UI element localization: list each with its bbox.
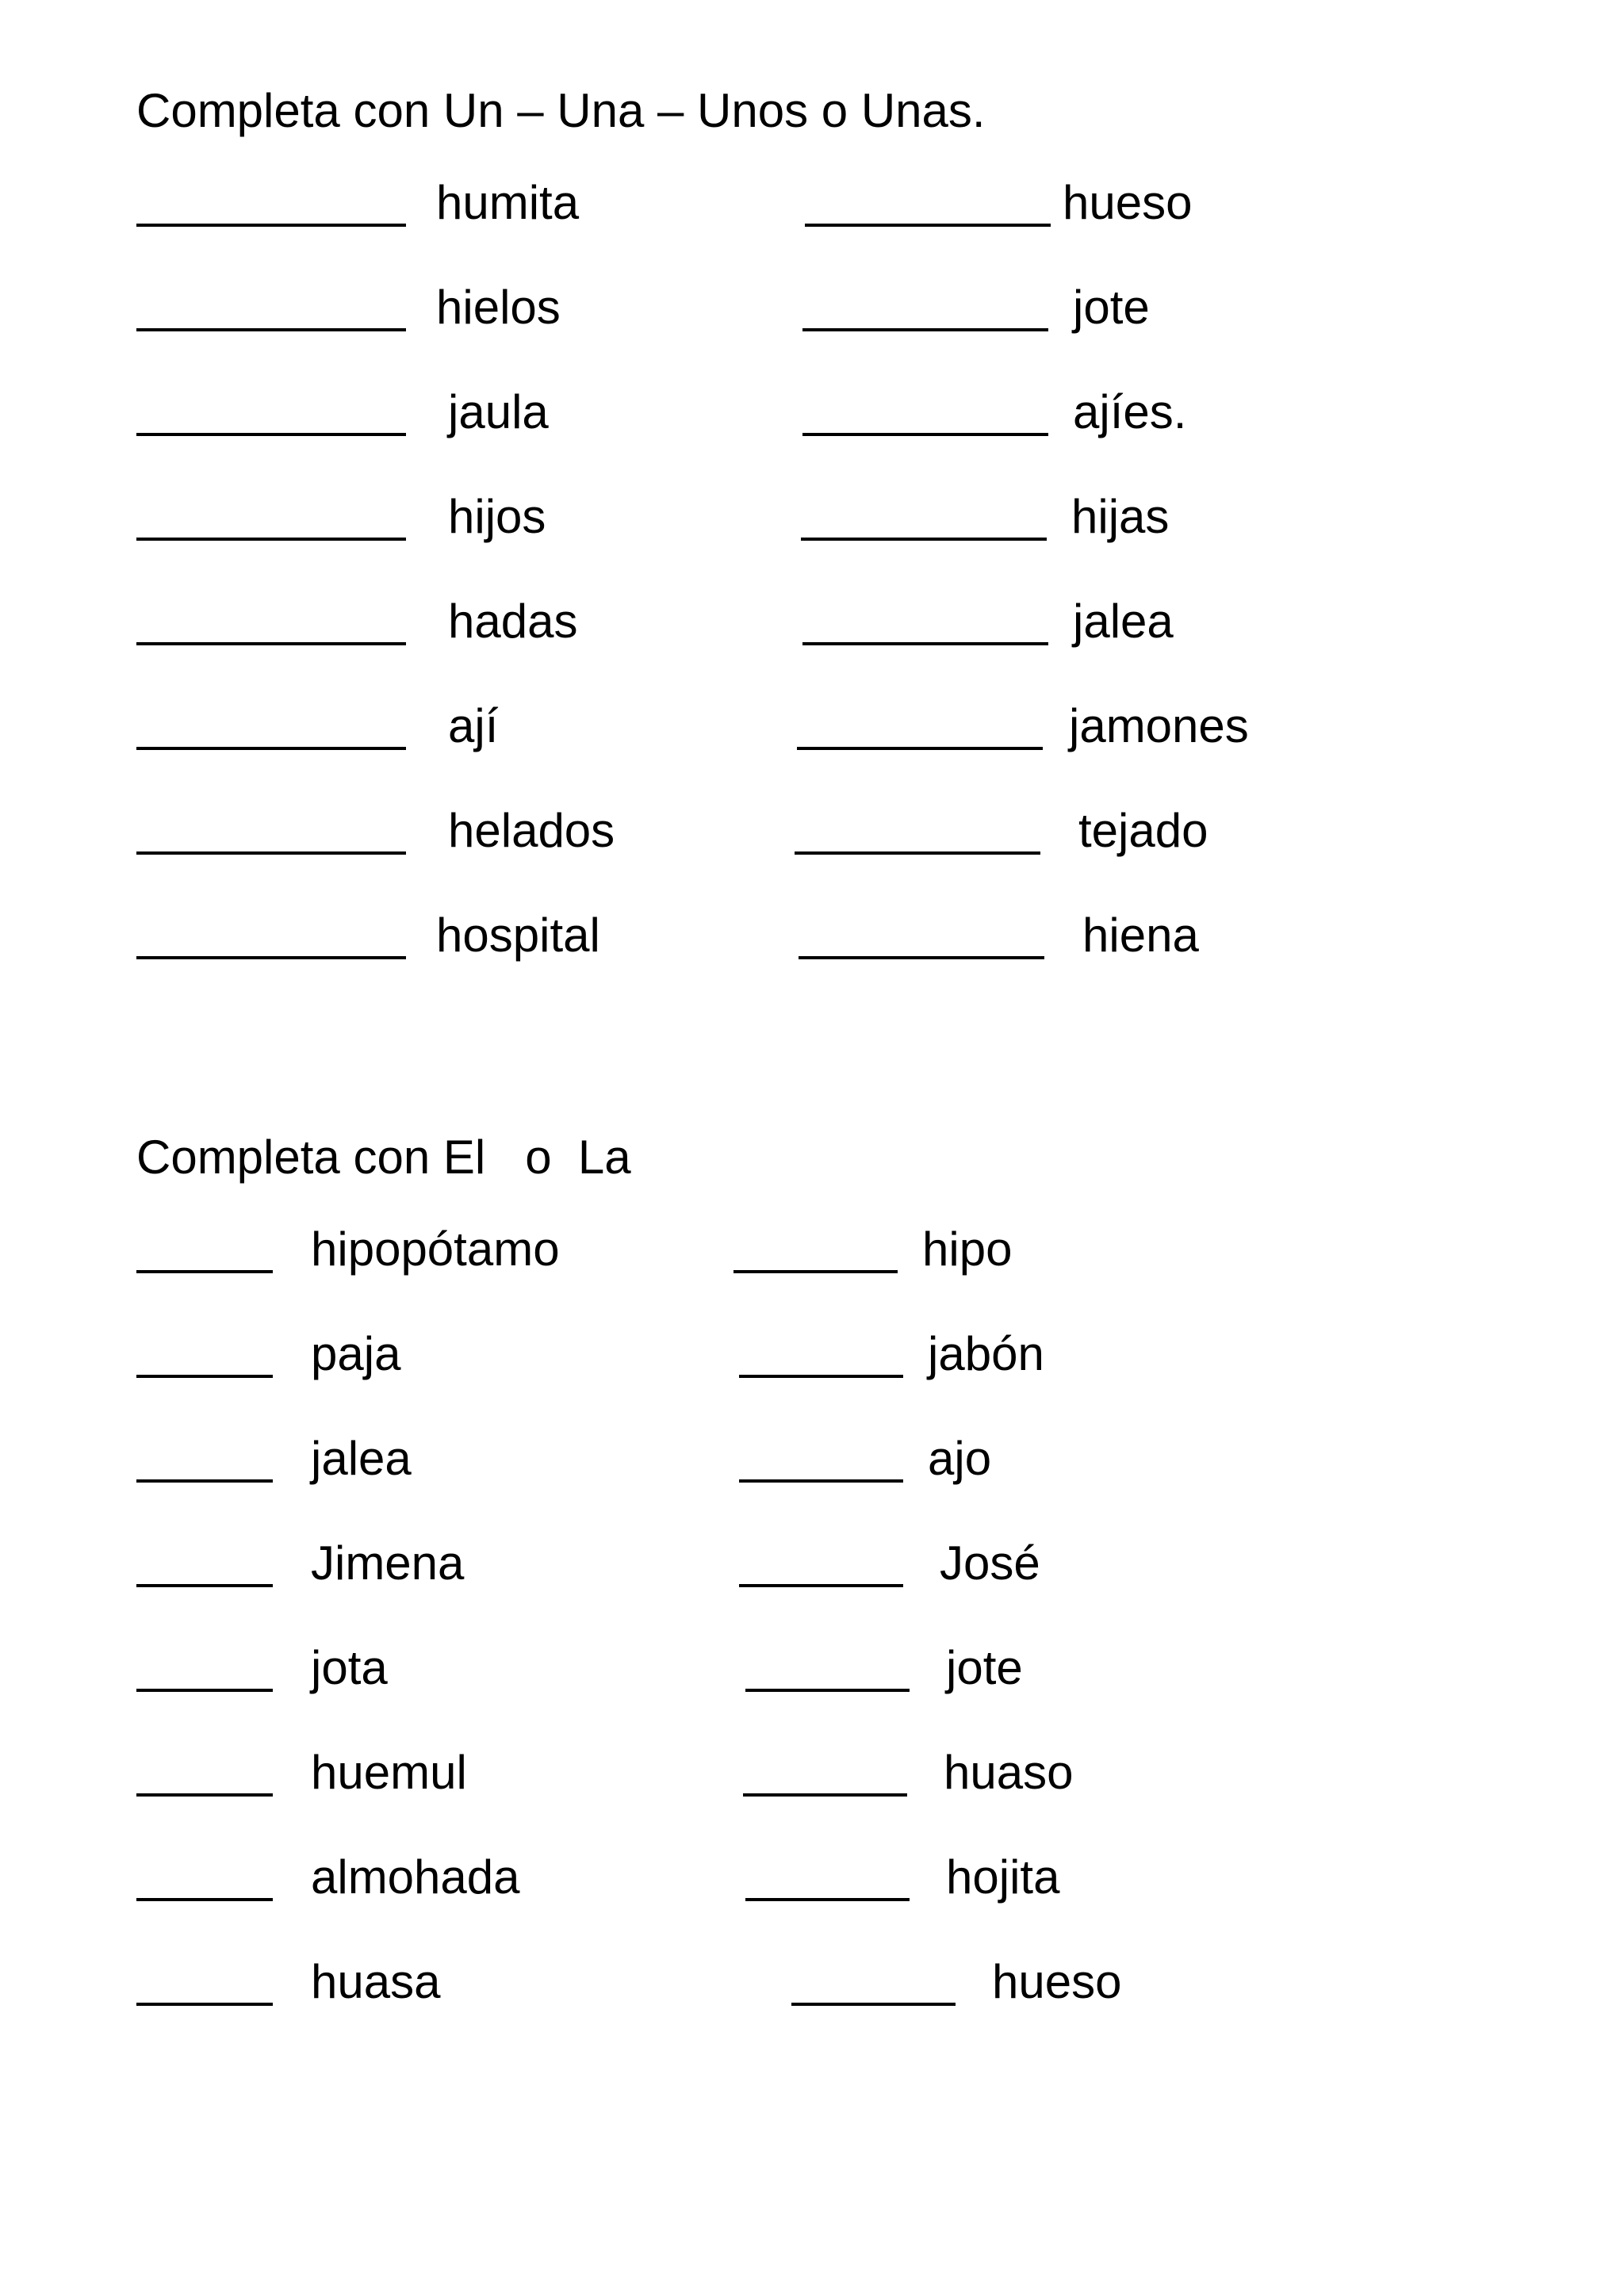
answer-blank[interactable] [136,2003,273,2006]
answer-blank[interactable] [733,1270,898,1273]
left-word: jaula [448,385,549,438]
section1-row [0,907,1624,970]
answer-blank[interactable] [136,747,406,750]
section2-row [0,1744,1624,1808]
section2-row [0,1221,1624,1284]
answer-blank[interactable] [136,538,406,541]
left-word: paja [311,1327,401,1380]
answer-blank[interactable] [136,224,406,227]
answer-blank[interactable] [795,851,1040,855]
right-word: jalea [1073,595,1174,648]
answer-blank[interactable] [136,1793,273,1797]
section1-row [0,174,1624,238]
right-word: hojita [946,1850,1060,1904]
right-word: ajíes. [1073,385,1187,438]
left-word: jota [311,1641,388,1694]
right-word: jabón [928,1327,1044,1380]
section2-row [0,1849,1624,1912]
left-word: hijos [448,490,546,543]
left-word: huemul [311,1746,467,1799]
left-word: huasa [311,1955,441,2008]
right-word: jamones [1069,699,1249,752]
right-word: jote [946,1641,1023,1694]
left-word: hipopótamo [311,1223,560,1276]
right-word: hueso [1063,176,1193,229]
answer-blank[interactable] [805,224,1051,227]
right-word: hipo [922,1223,1013,1276]
left-word: jalea [311,1432,412,1485]
section1-row [0,384,1624,447]
right-word: hiena [1082,909,1199,962]
section1-row [0,593,1624,656]
left-word: hielos [436,281,561,334]
answer-blank[interactable] [739,1584,903,1587]
section2-row [0,1326,1624,1389]
answer-blank[interactable] [802,433,1048,436]
answer-blank[interactable] [802,328,1048,331]
left-word: Jimena [311,1536,465,1590]
section2-row [0,1430,1624,1494]
right-word: hueso [992,1955,1122,2008]
answer-blank[interactable] [136,956,406,959]
answer-blank[interactable] [136,1375,273,1378]
answer-blank[interactable] [136,1689,273,1692]
section2-title: Completa con El o La [136,1131,631,1184]
left-word: ají [448,699,499,752]
answer-blank[interactable] [136,328,406,331]
answer-blank[interactable] [745,1898,910,1901]
left-word: helados [448,804,615,857]
left-word: hadas [448,595,578,648]
section1-title: Completa con Un – Una – Unos o Unas. [136,84,986,137]
left-word: hospital [436,909,600,962]
right-word: hijas [1071,490,1170,543]
answer-blank[interactable] [797,747,1043,750]
section2-row [0,1954,1624,2017]
right-word: José [940,1536,1040,1590]
right-word: jote [1073,281,1150,334]
section1-row [0,802,1624,866]
right-word: ajo [928,1432,992,1485]
answer-blank[interactable] [136,433,406,436]
answer-blank[interactable] [799,956,1044,959]
left-word: humita [436,176,580,229]
answer-blank[interactable] [791,2003,956,2006]
answer-blank[interactable] [136,851,406,855]
answer-blank[interactable] [801,538,1047,541]
answer-blank[interactable] [136,1584,273,1587]
section1-row [0,279,1624,342]
answer-blank[interactable] [743,1793,907,1797]
answer-blank[interactable] [136,1479,273,1483]
section2-row [0,1640,1624,1703]
section2-row [0,1535,1624,1598]
section1-row [0,488,1624,552]
answer-blank[interactable] [745,1689,910,1692]
answer-blank[interactable] [739,1479,903,1483]
right-word: tejado [1078,804,1208,857]
left-word: almohada [311,1850,520,1904]
answer-blank[interactable] [802,642,1048,645]
answer-blank[interactable] [136,1270,273,1273]
answer-blank[interactable] [739,1375,903,1378]
answer-blank[interactable] [136,642,406,645]
answer-blank[interactable] [136,1898,273,1901]
section1-row [0,698,1624,761]
right-word: huaso [944,1746,1074,1799]
